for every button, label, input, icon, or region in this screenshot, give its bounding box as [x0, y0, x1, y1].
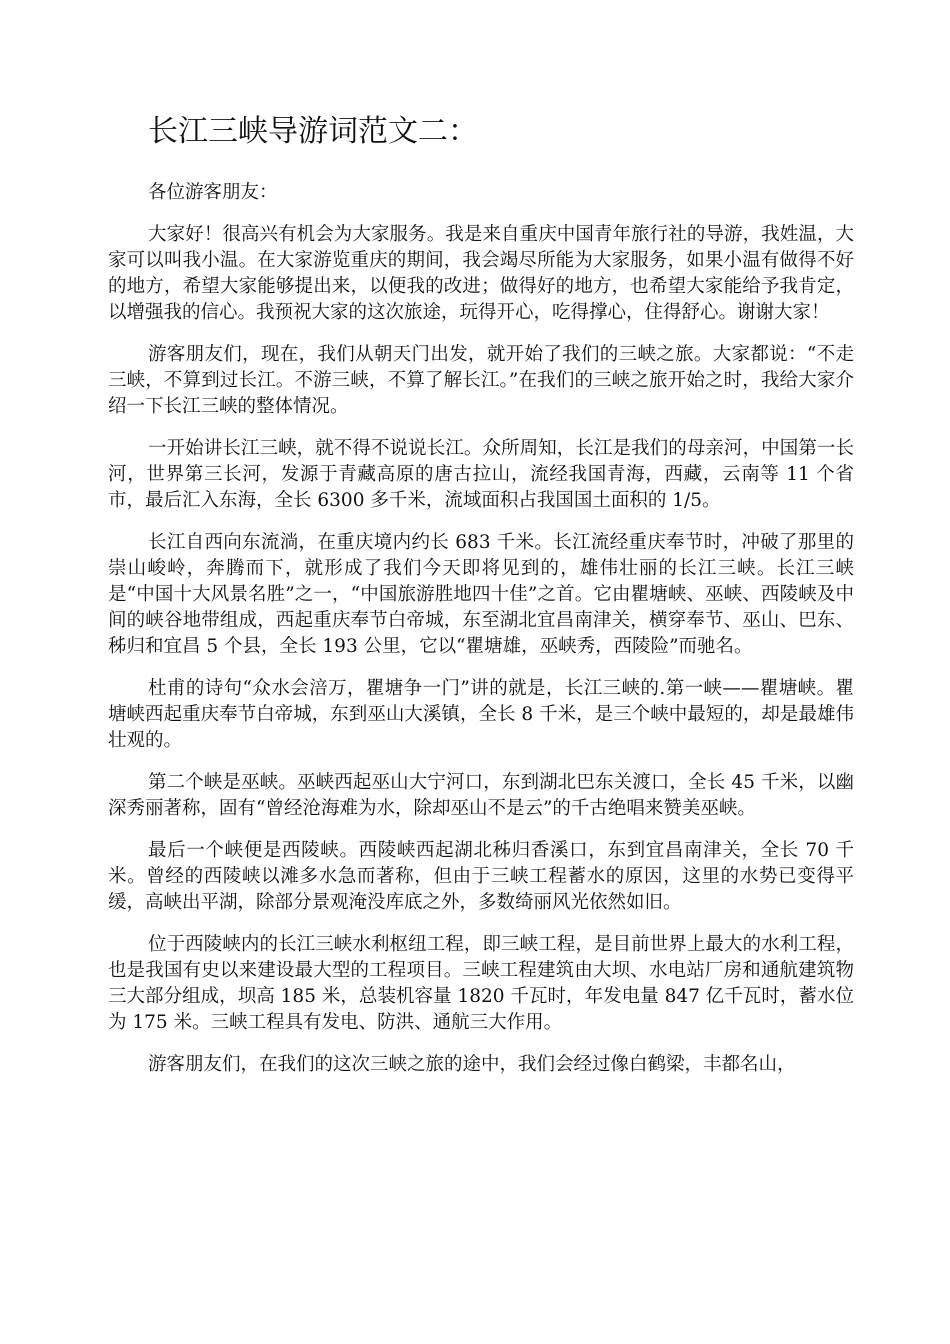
- paragraph-itinerary: 游客朋友们，在我们的这次三峡之旅的途中，我们会经过像白鹤梁，丰都名山，: [148, 1054, 796, 1075]
- paragraph-xiling: 最后一个峡便是西陵峡。西陵峡西起湖北秭归香溪口，东到宜昌南津关，全长 70 千米。曾经的西陵峡以滩多水急而著称，但由于三峡工程蓄水的原因，这里的水势已变得平缓，高峡出平湖，除部分景观淹没库底之外，多数绮丽风光依然如旧。: [108, 840, 854, 913]
- paragraph-qutang: 杜甫的诗句“众水会涪万，瞿塘争一门”讲的就是，长江三峡的.第一峡——瞿塘峡。瞿塘峡西起重庆奉节白帝城，东到巫山大溪镇，全长 8 千米，是三个峡中最短的，却是最雄伟壮观的。: [108, 678, 854, 751]
- paragraph-wuxia: 第二个峡是巫峡。巫峡西起巫山大宁河口，东到湖北巴东关渡口，全长 45 千米，以幽深秀丽著称，固有“曾经沧海难为水，除却巫山不是云”的千古绝唱来赞美巫峡。: [108, 772, 854, 819]
- paragraph-intro: 大家好！很高兴有机会为大家服务。我是来自重庆中国青年旅行社的导游，我姓温，大家可以叫我小温。在大家游览重庆的期间，我会竭尽所能为大家服务，如果小温有做得不好的地方，希望大家能够提出来，以便我的改进；做得好的地方，也希望大家能给予我肯定，以增强我的信心。我预祝大家的这次旅途，玩得开心，吃得撑心，住得舒心。谢谢大家！: [108, 224, 854, 323]
- paragraph-yangtze: 一开始讲长江三峡，就不得不说说长江。众所周知，长江是我们的母亲河，中国第一长河，世界第三长河，发源于青藏高原的唐古拉山，流经我国青海，西藏，云南等 11 个省市，最后汇入东海，全长 6300 多千米，流域面积占我国国土面积的 1/5。: [108, 438, 854, 511]
- paragraph-departure: 游客朋友们，现在，我们从朝天门出发，就开始了我们的三峡之旅。大家都说：“不走三峡，不算到过长江。不游三峡，不算了解长江。”在我们的三峡之旅开始之时，我给大家介绍一下长江三峡的整体情况。: [108, 344, 854, 417]
- paragraph-dam: 位于西陵峡内的长江三峡水利枢纽工程，即三峡工程，是目前世界上最大的水利工程，也是我国有史以来建设最大型的工程项目。三峡工程建筑由大坝、水电站厂房和通航建筑物三大部分组成，坝高 185 米，总装机容量 1820 千瓦时，年发电量 847 亿千瓦时，蓄水位为 175 米。三峡工程具有发电、防洪、通航三大作用。: [108, 934, 854, 1033]
- greeting: 各位游客朋友：: [148, 182, 278, 203]
- document-title: 长江三峡导游词范文二：: [148, 114, 478, 149]
- document-body: [108, 180, 854, 1078]
- paragraph-three-gorges: 长江自西向东流淌，在重庆境内约长 683 千米。长江流经重庆奉节时，冲破了那里的崇山峻岭，奔腾而下，就形成了我们今天即将见到的，雄伟壮丽的长江三峡。长江三峡是“中国十大风景名胜”之一，“中国旅游胜地四十佳”之首。它由瞿塘峡、巫峡、西陵峡及中间的峡谷地带组成，西起重庆奉节白帝城，东至湖北宜昌南津关，横穿奉节、巫山、巴东、秭归和宜昌 5 个县，全长 193 公里，它以“瞿塘雄，巫峡秀，西陵险”而驰名。: [108, 532, 854, 657]
